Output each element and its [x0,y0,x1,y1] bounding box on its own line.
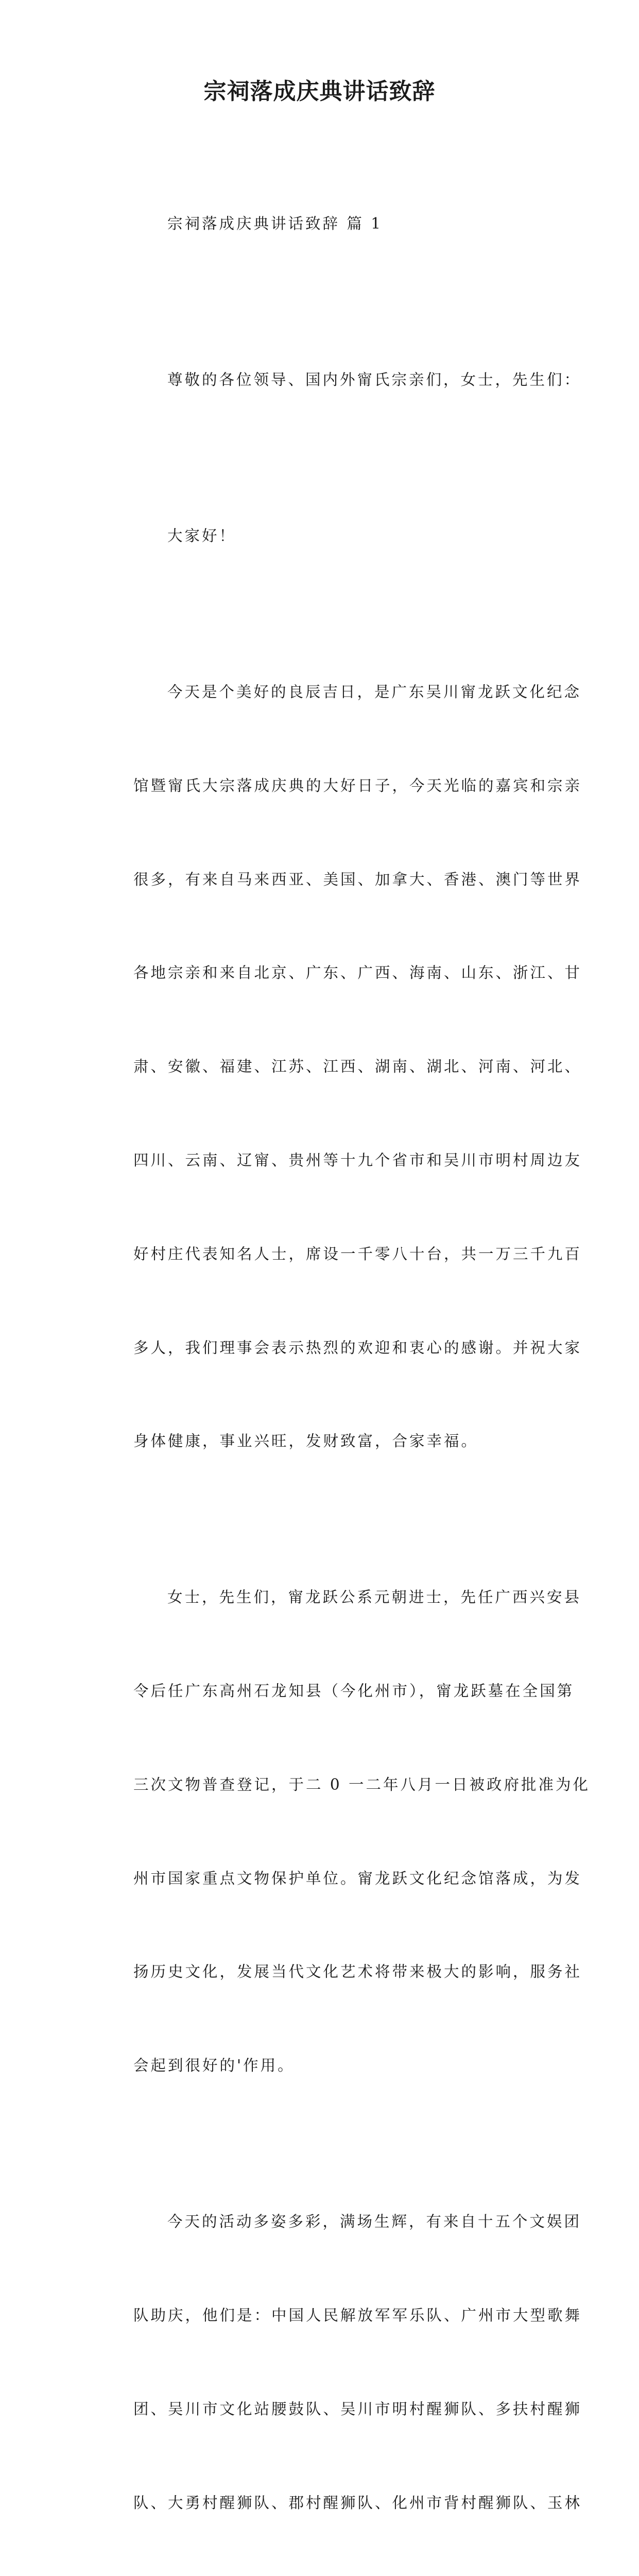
text-line: 队、大勇村醒狮队、郡村醒狮队、化州市背村醒狮队、玉林 [133,2494,582,2512]
text-line: 宗祠落成庆典讲话致辞 篇 1 [167,215,383,233]
text-line: 扬历史文化，发展当代文化艺术将带来极大的影响，服务社 [133,1963,582,1981]
paragraph-body [99,2144,582,2576]
text-line: 队助庆，他们是：中国人民解放军军乐队、广州市大型歌舞 [133,2306,582,2324]
document-title: 宗祠落成庆典讲话致辞 [203,78,436,105]
text-line: 各地宗亲和来自北京、广东、广西、海南、山东、浙江、甘 [133,964,582,982]
text-line: 身体健康，事业兴旺，发财致富，合家幸福。 [133,1432,479,1450]
text-line: 大家好！ [167,527,237,545]
text-line: 馆暨甯氏大宗落成庆典的大好日子，今天光临的嘉宾和宗亲 [133,776,582,794]
text-line: 州市国家重点文物保护单位。甯龙跃文化纪念馆落成，为发 [133,1869,582,1887]
text-line: 会起到很好的'作用。 [133,2057,295,2075]
document-body [99,146,591,2576]
text-line: 好村庄代表知名人士，席设一千零八十台，共一万三千九百 [133,1245,582,1263]
text-line: 很多，有来自马来西亚、美国、加拿大、香港、澳门等世界 [133,870,582,888]
text-line: 尊敬的各位领导、国内外甯氏宗亲们，女士，先生们： [167,371,582,389]
text-line: 三次文物普查登记，于二 0 一二年八月一日被政府批准为化 [133,1775,591,1793]
text-line: 团、吴川市文化站腰鼓队、吴川市明村醒狮队、多扶村醒狮 [133,2400,582,2418]
paragraph-salutation [99,302,582,458]
text-line: 四川、云南、辽甯、贵州等十九个省市和吴川市明村周边友 [133,1151,582,1169]
text-line: 今天的活动多姿多彩，满场生辉，有来自十五个文娱团 [167,2213,582,2231]
paragraph-body [99,1519,591,2144]
text-line: 女士，先生们，甯龙跃公系元朝进士，先任广西兴安县 [167,1588,582,1606]
paragraph-greeting [99,458,547,614]
text-line: 多人，我们理事会表示热烈的欢迎和衷心的感谢。并祝大家 [133,1338,582,1357]
text-line: 肃、安徽、福建、江苏、江西、湖南、湖北、河南、河北、 [133,1058,582,1076]
text-line: 令后任广东高州石龙知县（今化州市），甯龙跃墓在全国第 [133,1682,575,1700]
paragraph-heading [99,146,547,302]
text-line: 今天是个美好的良辰吉日，是广东吴川甯龙跃文化纪念 [167,683,582,701]
paragraph-body [99,614,582,1519]
